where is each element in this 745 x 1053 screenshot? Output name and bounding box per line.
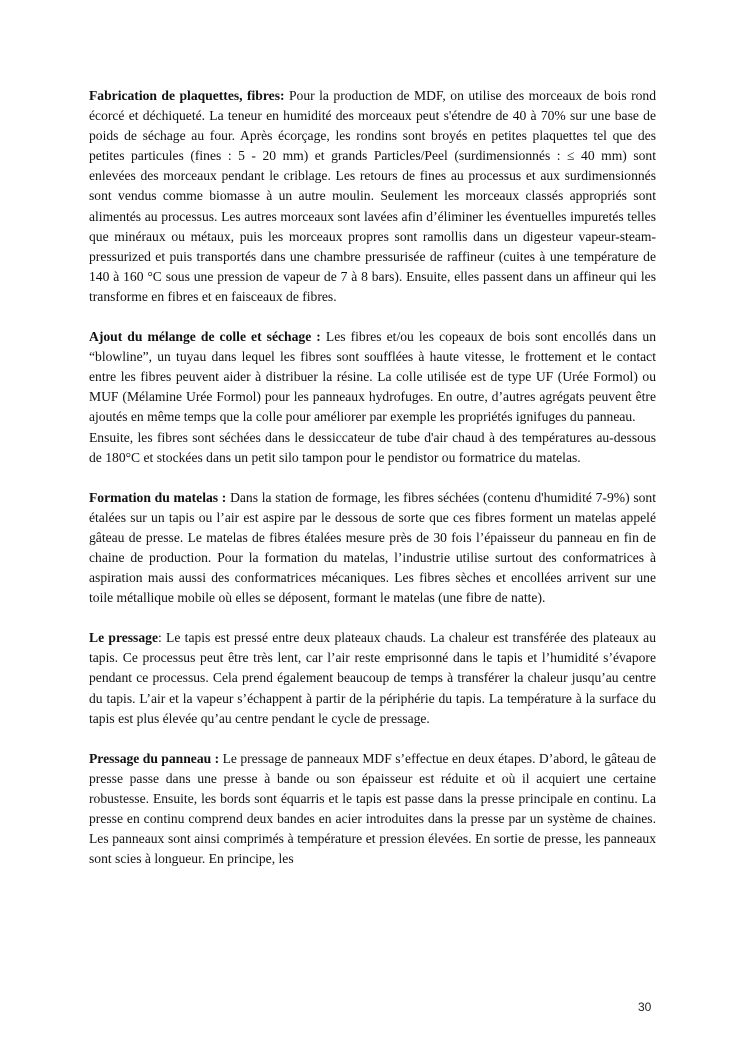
heading-colle: Ajout du mélange de colle et séchage : [89,329,321,345]
text-matelas: Dans la station de formage, les fibres séchées (contenu d'humidité 7-9%) sont étalées sur un tapis ou l’air est aspire par le dessous de sorte que ces fibres forment un matelas appelé gâteau de presse. Le matelas de fibres étalées mesure près de 30 fois l’épaisseur du panneau en fin de chaine de production. Pour la formation du matelas, l’industrie utilise surtout des conformatrices à aspiration mais aussi des conformatrices mécaniques. Les fibres sèches et encollées arrivent sur une toile métallique mobile où elles se déposent, formant le matelas (une fibre de natte). [89,489,656,606]
page-number: 30 [638,1000,652,1014]
text-panneau: Le pressage de panneaux MDF s’effectue en deux étapes. D’abord, le gâteau de presse passe dans une presse à bande ou son épaisseur est réduite et où il acquiert une certaine robustesse. Ensuite, les bords sont équarris et le tapis est passe dans la presse principale en continu. La presse en continu comprend deux bandes en acier introduites dans la presse par un système de chaines. Les panneaux sont ainsi comprimés à température et pression élevées. En sortie de presse, les panneaux sont scies à longueur. En principe, les [89,750,656,867]
heading-pressage: Le pressage [89,630,158,646]
text-colle: Les fibres et/ou les copeaux de bois sont encollés dans un “blowline”, un tuyau dans lequel les fibres sont soufflées à haute vitesse, le frottement et le contact entre les fibres peuvent aider à distribuer la résine. La colle utilisée est de type UF (Urée Formol) ou MUF (Mélamine Urée Formol) pour les panneaux hydrofuges. En outre, d’autres agrégats peuvent être ajoutés en même temps que la colle pour améliorer par exemple les propriétés ignifuges du panneau. [89,329,657,425]
paragraph-sechage: Ensuite, les fibres sont séchées dans le dessiccateur de tube d'air chaud à des températures au-dessous de 180°C et stockées dans un petit silo tampon pour le pendistor ou formatrice du matelas. [89,429,656,465]
heading-matelas: Formation du matelas : [89,489,227,505]
paragraph-matelas [89,488,656,609]
text-pressage: : Le tapis est pressé entre deux plateaux chauds. La chaleur est transférée des plateaux au tapis. Ce processus peut être très lent, car l’air reste emprisonné dans le tapis et l’humidité s’évapore pendant ce processus. Cela prend également beaucoup de temps à transférer la chaleur jusqu’au centre du tapis. L’air et la vapeur s’échappent à partir de la périphérie du tapis. La température à la surface du tapis est plus élevée qu’au centre pendant le cycle de pressage. [89,630,656,726]
paragraph-colle [89,327,656,427]
heading-fabrication: Fabrication de plaquettes, fibres: [89,88,285,103]
paragraph-fabrication [89,86,656,307]
paragraph-panneau [89,749,656,870]
text-fabrication: Pour la production de MDF, on utilise des morceaux de bois rond écorcé et déchiqueté. La teneur en humidité des morceaux peut s'étendre de 40 à 70% sur une base de poids de séchage au four. Après écorçage, les rondins sont broyés en petites plaquettes tel que des petites particules (fines : 5 - 20 mm) et grands Particles/Peel (surdimensionnés : ≤ 40 mm) sont enlevées des morceaux pendant le criblage. Les retours de fines au processus et aux surdimensionnés sont vendus comme biomasse à un autre moulin. Seulement les morceaux classés appropriés sont alimentés au processus. Les autres morceaux sont lavées afin d’éliminer les éventuelles impuretés telles que minéraux ou métaux, puis les morceaux propres sont ramollis dans un digesteur vapeur-steam-pressurized et puis transportés dans une chambre pressurisée de raffineur (cuites à une température de 140 à 160 °C sous une pression de vapeur de 7 à 8 bars). Ensuite, elles passent dans un affineur qui les transforme en fibres et en faisceaux de fibres. [89,88,656,304]
heading-panneau: Pressage du panneau : [89,750,220,766]
paragraph-pressage [89,628,656,728]
document-page [89,86,656,869]
